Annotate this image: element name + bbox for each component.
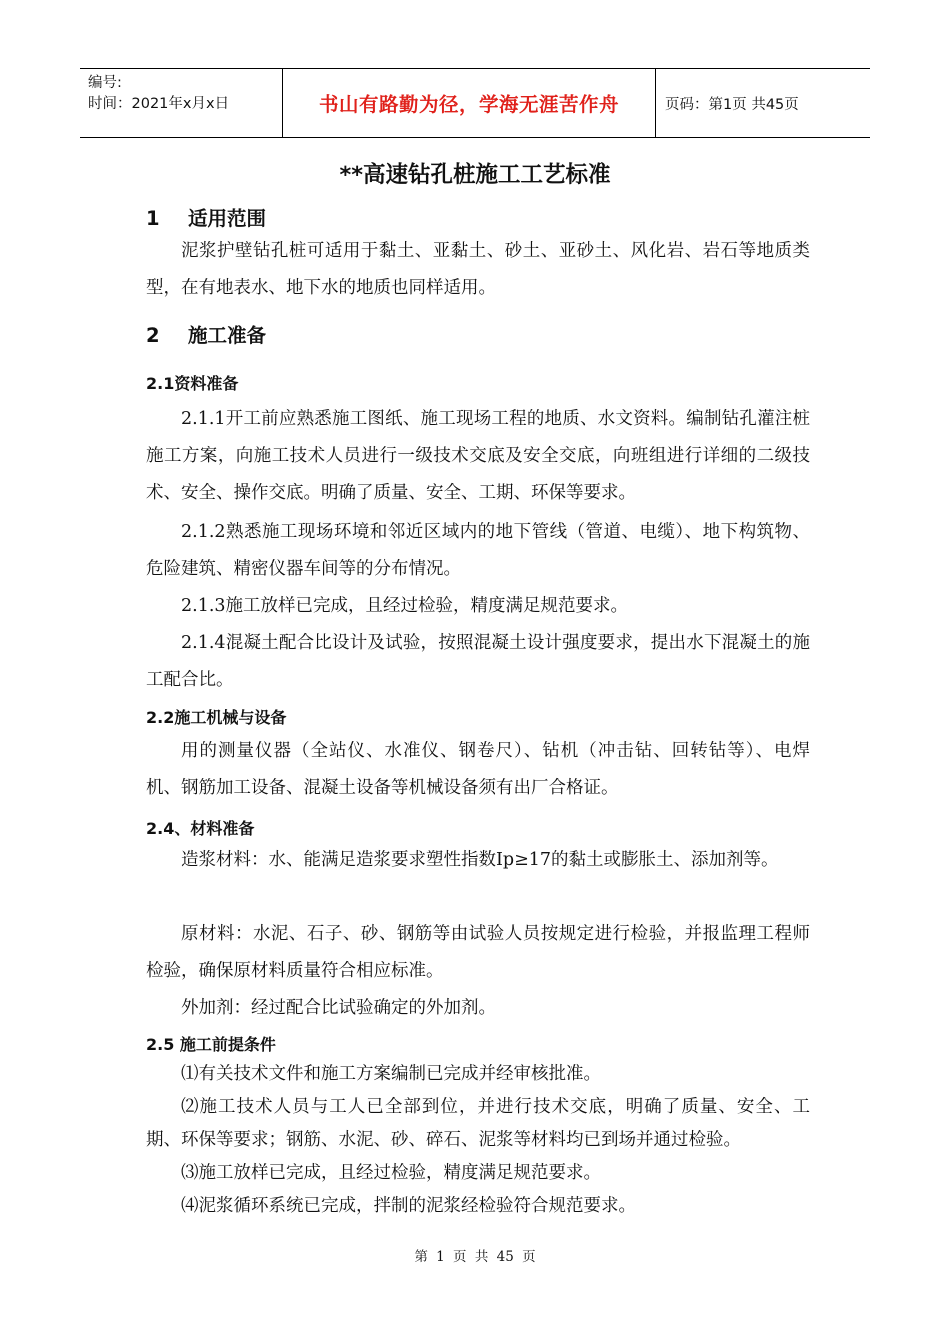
section-2-4-paragraph-2: 原材料：水泥、石子、砂、钢筋等由试验人员按规定进行检验，并报监理工程师检验，确保原材料质量符合相应标准。 <box>146 924 810 981</box>
section-2-5-item-4: ⑷泥浆循环系统已完成，拌制的泥浆经检验符合规范要求。 <box>181 1196 636 1216</box>
section-2-4-paragraph-3: 外加剂：经过配合比试验确定的外加剂。 <box>181 998 496 1018</box>
section-2-heading <box>146 320 266 348</box>
section-2-1-4-paragraph: 2.1.4混凝土配合比设计及试验，按照混凝土设计强度要求，提出水下混凝土的施工配合比。 <box>146 633 810 690</box>
section-2-5-heading: 2.5 施工前提条件 <box>146 1035 276 1054</box>
section-1-title: 适用范围 <box>188 207 267 230</box>
section-2-5-item-3: ⑶施工放样已完成，且经过检验，精度满足规范要求。 <box>181 1163 601 1183</box>
time-label: 时间：2021年x月x日 <box>88 96 230 112</box>
section-2-1-1-paragraph: 2.1.1开工前应熟悉施工图纸、施工现场工程的地质、水文资料。编制钻孔灌注桩施工方案，向施工技术人员进行一级技术交底及安全交底，向班组进行详细的二级技术、安全、操作交底。明确了质量、安全、工期、环保等要求。 <box>146 409 810 503</box>
section-1-heading <box>146 203 266 231</box>
document-title: **高速钻孔桩施工工艺标准 <box>339 162 611 188</box>
header-page-info: 页码：第1页 共45页 <box>665 96 799 113</box>
header-motto: 书山有路勤为径，学海无涯苦作舟 <box>282 69 656 137</box>
section-2-5-item-2: ⑵施工技术人员与工人已全部到位，并进行技术交底，明确了质量、安全、工期、环保等要求；钢筋、水泥、砂、碎石、泥浆等材料均已到场并通过检验。 <box>146 1097 810 1150</box>
section-2-title: 施工准备 <box>188 324 267 347</box>
section-2-4-heading: 2.4、材料准备 <box>146 819 255 838</box>
section-1-number: 1 <box>146 207 160 230</box>
section-2-1-2-paragraph: 2.1.2熟悉施工现场环境和邻近区域内的地下管线（管道、电缆）、地下构筑物、危险建筑、精密仪器车间等的分布情况。 <box>146 522 810 579</box>
header-meta <box>80 69 282 137</box>
page-footer: 第 1 页 共 45 页 <box>414 1249 536 1265</box>
section-2-1-heading: 2.1资料准备 <box>146 374 239 393</box>
section-2-1-3-paragraph: 2.1.3施工放样已完成，且经过检验，精度满足规范要求。 <box>181 596 629 616</box>
section-2-number: 2 <box>146 324 160 347</box>
page-header <box>80 68 870 138</box>
section-2-2-paragraph: 用的测量仪器（全站仪、水准仪、钢卷尺）、钻机（冲击钻、回转钻等）、电焊机、钢筋加工设备、混凝土设备等机械设备须有出厂合格证。 <box>146 741 810 798</box>
section-2-2-heading: 2.2施工机械与设备 <box>146 708 287 727</box>
code-label: 编号: <box>88 75 122 91</box>
section-2-5-item-1: ⑴有关技术文件和施工方案编制已完成并经审核批准。 <box>181 1064 601 1084</box>
section-1-paragraph: 泥浆护壁钻孔桩可适用于黏土、亚黏土、砂土、亚砂土、风化岩、岩石等地质类型，在有地表水、地下水的地质也同样适用。 <box>146 241 810 298</box>
section-2-4-paragraph-1: 造浆材料：水、能满足造浆要求塑性指数Ip≥17的黏土或膨胀土、添加剂等。 <box>181 850 779 870</box>
